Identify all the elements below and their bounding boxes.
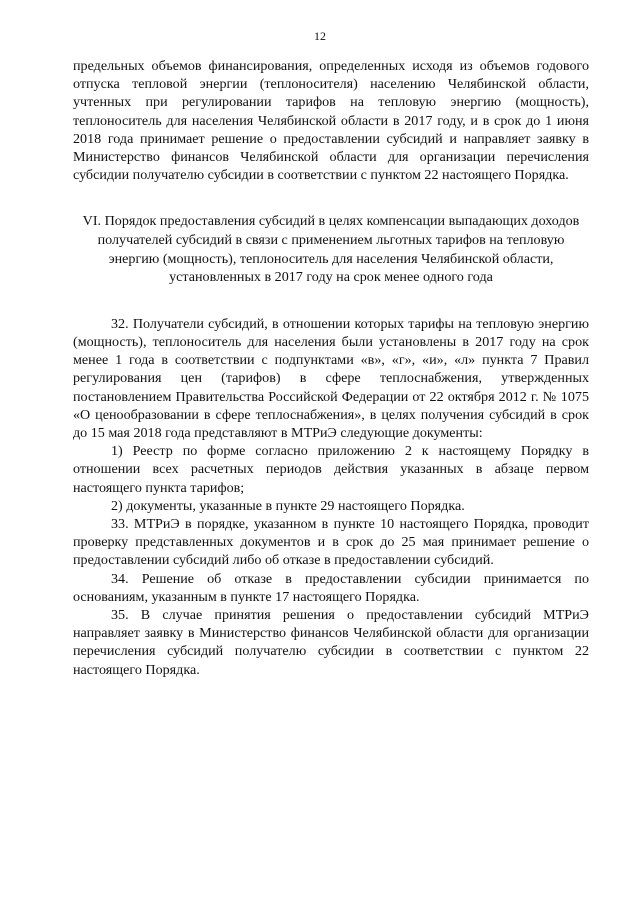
- continuation-paragraph: предельных объемов финансирования, определенных исходя из объемов годового отпуска тепловой энергии (теплоносителя) населению Челябинской области, учтенных при регулировании тарифов на тепловую энергию (мощность), теплоноситель для населения Челябинской области в 2017 году, и в срок до 1 июня 2018 года принимает решение о предоставлении субсидий и направляет заявку в Министерство финансов Челябинской области для организации перечисления субсидии получателю субсидии в соответствии с пунктом 22 настоящего Порядка.: [73, 58, 589, 184]
- page-number: 12: [314, 29, 326, 43]
- section-heading: VI. Порядок предоставления субсидий в целях компенсации выпадающих доходов получателей субсидий в связи с применением льготных тарифов на тепловую энергию (мощность), теплоноситель для населения Челябинской области, установленных в 2017 году на срок менее одного года: [82, 213, 580, 286]
- paragraph-34: 34. Решение об отказе в предоставлении субсидии принимается по основаниям, указанным в пункте 17 настоящего Порядка.: [73, 570, 589, 605]
- paragraph-32-item-1: 1) Реестр по форме согласно приложению 2 к настоящему Порядку в отношении всех расчетных периодов действия указанных в абзаце первом настоящего пункта тарифов;: [73, 443, 589, 496]
- document-body: [73, 57, 589, 679]
- paragraph-32: 32. Получатели субсидий, в отношении которых тарифы на тепловую энергию (мощность), теплоноситель для населения были установлены в 2017 году на срок менее 1 года в соответствии с подпунктами «в», «г», «и», «л» пункта 7 Правил регулирования цен (тарифов) в сфере теплоснабжения, утвержденных постановлением Правительства Российской Федерации от 22 октября 2012 г. № 1075 «О ценообразовании в сфере теплоснабжения», в целях получения субсидий в срок до 15 мая 2018 года представляют в МТРиЭ следующие документы:: [73, 315, 589, 442]
- paragraph-32-item-2: 2) документы, указанные в пункте 29 настоящего Порядка.: [111, 497, 465, 514]
- paragraph-35: 35. В случае принятия решения о предоставлении субсидий МТРиЭ направляет заявку в Министерство финансов Челябинской области для организации перечисления субсидий получателю субсидии в соответствии с пунктом 22 настоящего Порядка.: [73, 607, 589, 678]
- paragraph-33: 33. МТРиЭ в порядке, указанном в пункте 10 настоящего Порядка, проводит проверку представленных документов и в срок до 25 мая принимает решение о предоставлении субсидий либо об отказе в предоставлении субсидий.: [73, 516, 589, 569]
